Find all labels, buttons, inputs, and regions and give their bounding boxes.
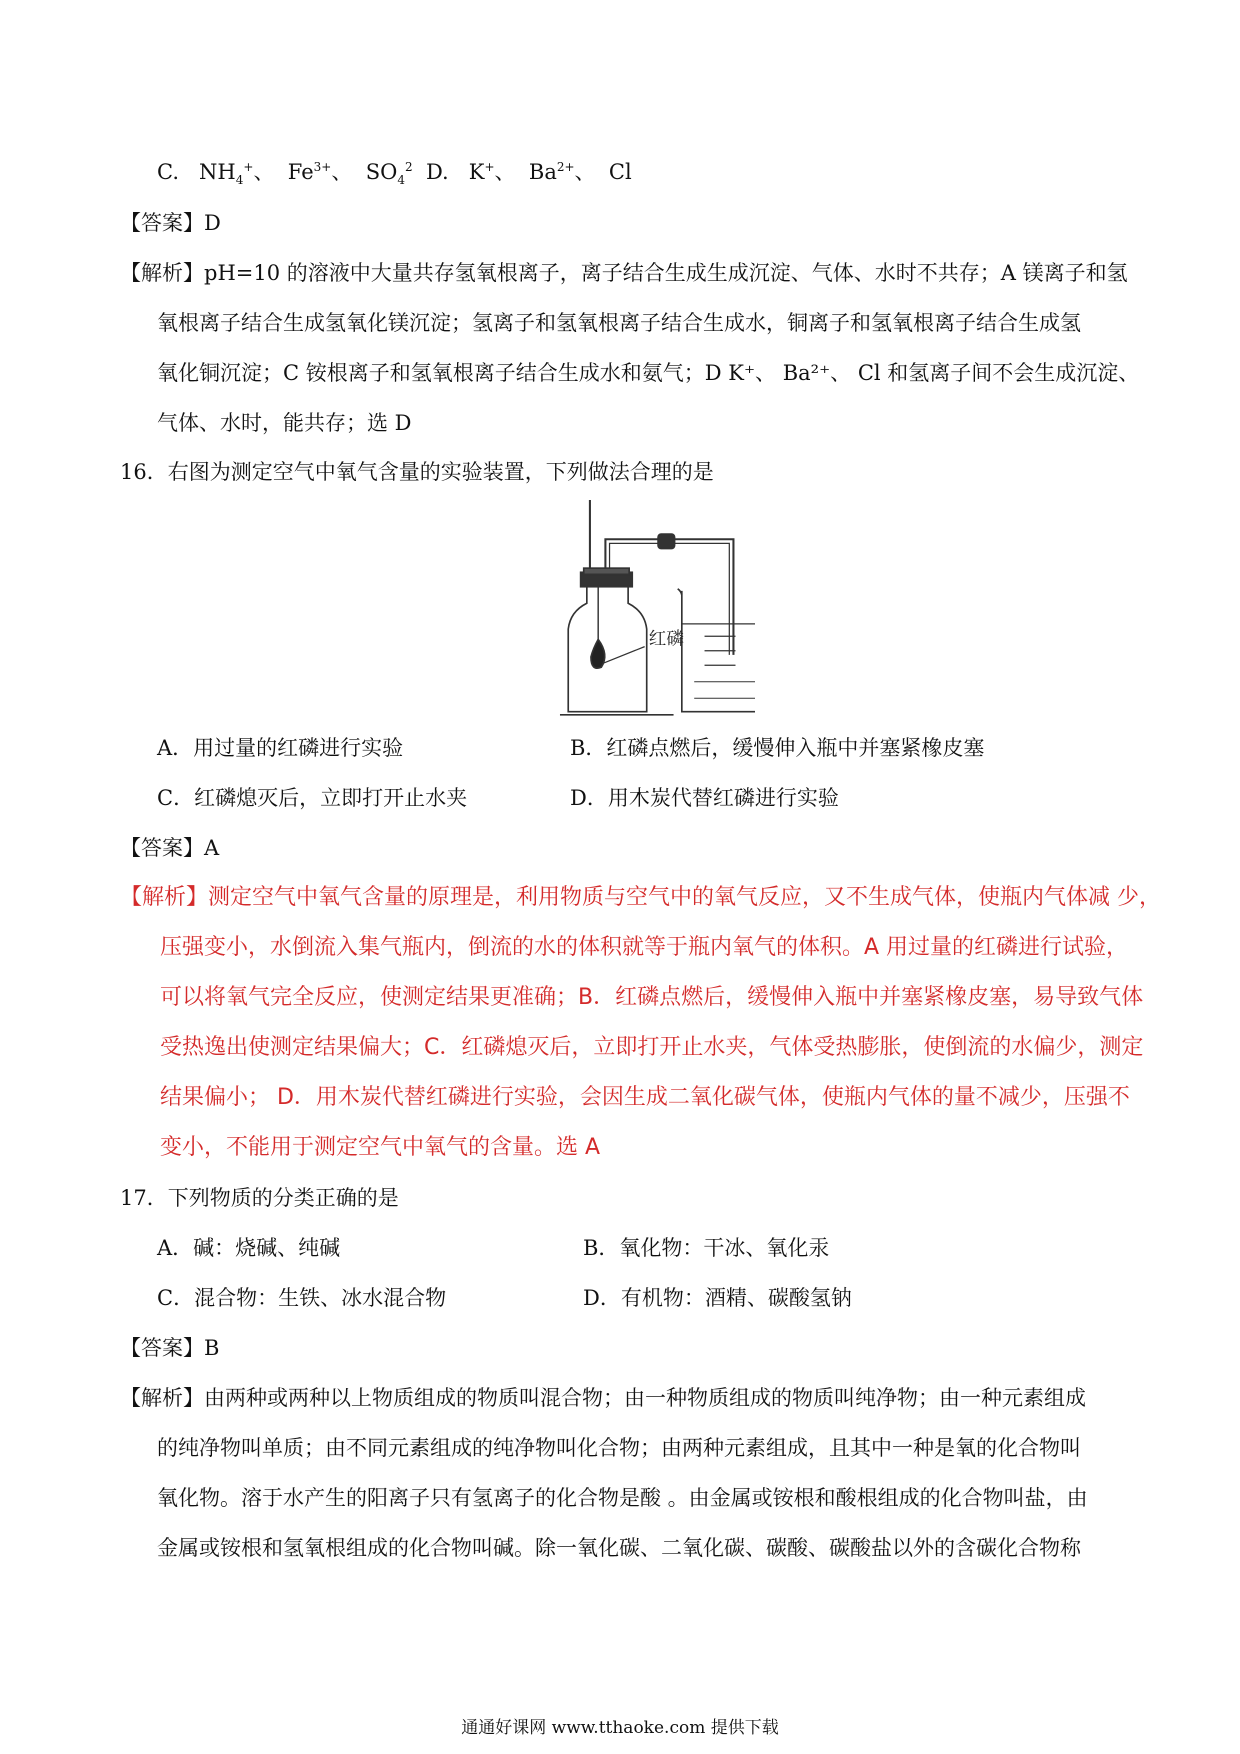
option-d-label: D. — [425, 160, 449, 184]
q16-option-b: B．红磷点燃后，缓慢伸入瓶中并塞紧橡皮塞 — [570, 736, 985, 760]
q17-option-c: C．混合物：生铁、冰水混合物 — [157, 1286, 447, 1310]
q17-option-a: A．碱：烧碱、纯碱 — [157, 1236, 341, 1260]
ion-sulfate: $SO_4^2$ — [365, 160, 413, 188]
q16-analysis-line-4: 受热逸出使测定结果偏大；C．红磷熄灭后，立即打开止水夹，气体受热膨胀，使倒流的水偏少，测定 — [160, 1035, 1144, 1060]
collecting-bottle — [568, 587, 646, 712]
q17-answer: 【答案】B — [120, 1336, 220, 1360]
q15-answer: 【答案】D — [120, 211, 221, 235]
q17-analysis-line-1: 【解析】由两种或两种以上物质组成的物质叫混合物；由一种物质组成的物质叫纯净物；由一种元素组成 — [120, 1386, 1086, 1410]
q17-analysis-line-4: 金属或铵根和氢氧根组成的化合物叫碱。除一氧化碳、二氧化碳、碳酸、碳酸盐以外的含碳化合物称 — [157, 1536, 1081, 1560]
ion-iron: $Fe^{3+}$ — [287, 160, 332, 184]
q16-analysis-line-2: 压强变小，水倒流入集气瓶内，倒流的水的体积就等于瓶内氧气的体积。A 用过量的红磷进行试验， — [160, 935, 1129, 960]
apparatus-figure — [525, 500, 755, 722]
q17-stem: 17．下列物质的分类正确的是 — [120, 1186, 399, 1210]
q16-analysis-line-6: 变小，不能用于测定空气中氧气的含量。选 A — [160, 1135, 601, 1160]
q16-analysis-line-3: 可以将氧气完全反应，使测定结果更准确；B．红磷点燃后，缓慢伸入瓶中并塞紧橡皮塞，易导致气体 — [160, 985, 1144, 1010]
q17-analysis-line-2: 的纯净物叫单质；由不同元素组成的纯净物叫化合物；由两种元素组成，且其中一种是氧的化合物叫 — [157, 1436, 1081, 1460]
stopcock-clamp — [658, 534, 675, 548]
q16-analysis-line-5: 结果偏小； D．用木炭代替红磷进行实验，会因生成二氧化碳气体，使瓶内气体的量不减少，压强不 — [160, 1085, 1130, 1110]
ion-barium: $Ba^{2+}$ — [528, 160, 575, 184]
figure-label-red-phosphorus: 红磷 — [648, 629, 684, 650]
q16-option-a: A．用过量的红磷进行实验 — [157, 736, 404, 760]
q16-answer: 【答案】A — [120, 836, 220, 860]
ion-ammonium: $NH_4^+$ — [199, 160, 254, 188]
q15-options-cd: C. $NH_4^+$、 $Fe^{3+}$、 $SO_4^2$ D. K+、 $Ba^{2+}$、 Cl — [157, 160, 632, 188]
q17-option-b: B．氧化物：干冰、氧化汞 — [583, 1236, 830, 1260]
q17-analysis-line-3: 氧化物。溶于水产生的阳离子只有氢离子的化合物是酸 。由金属或铵根和酸根组成的化合物叫盐，由 — [157, 1486, 1088, 1510]
q15-analysis-line-4: 气体、水时，能共存；选 D — [157, 411, 412, 435]
q16-option-c: C．红磷熄灭后，立即打开止水夹 — [157, 786, 468, 810]
option-c-label: C. — [157, 160, 179, 184]
q16-analysis-line-1: 【解析】测定空气中氧气含量的原理是，利用物质与空气中的氧气反应，又不生成气体，使瓶内气体减 少， — [120, 885, 1161, 910]
ion-chloride: Cl — [608, 160, 632, 184]
q17-option-d: D．有机物：酒精、碳酸氢钠 — [583, 1286, 852, 1310]
q16-stem: 16．右图为测定空气中氧气含量的实验装置，下列做法合理的是 — [120, 460, 714, 484]
q16-option-d: D．用木炭代替红磷进行实验 — [570, 786, 839, 810]
q15-analysis-line-3: 氧化铜沉淀；C 铵根离子和氢氧根离子结合生成水和氨气；D K⁺、 Ba²⁺、 Cl 和氢离子间不会生成沉淀、 — [157, 361, 1140, 385]
page-footer: 通通好课网 www.tthaoke.com 提供下载 — [461, 1718, 779, 1738]
ion-potassium: K+ — [468, 160, 495, 184]
q15-analysis-line-1: 【解析】pH=10 的溶液中大量共存氢氧根离子，离子结合生成生成沉淀、气体、水时不共存；A 镁离子和氢 — [120, 261, 1128, 285]
red-phosphorus-flame — [591, 639, 605, 668]
q15-analysis-line-2: 氧根离子结合生成氢氧化镁沉淀；氢离子和氢氧根离子结合生成水，铜离子和氢氧根离子结合生成氢 — [157, 311, 1081, 335]
